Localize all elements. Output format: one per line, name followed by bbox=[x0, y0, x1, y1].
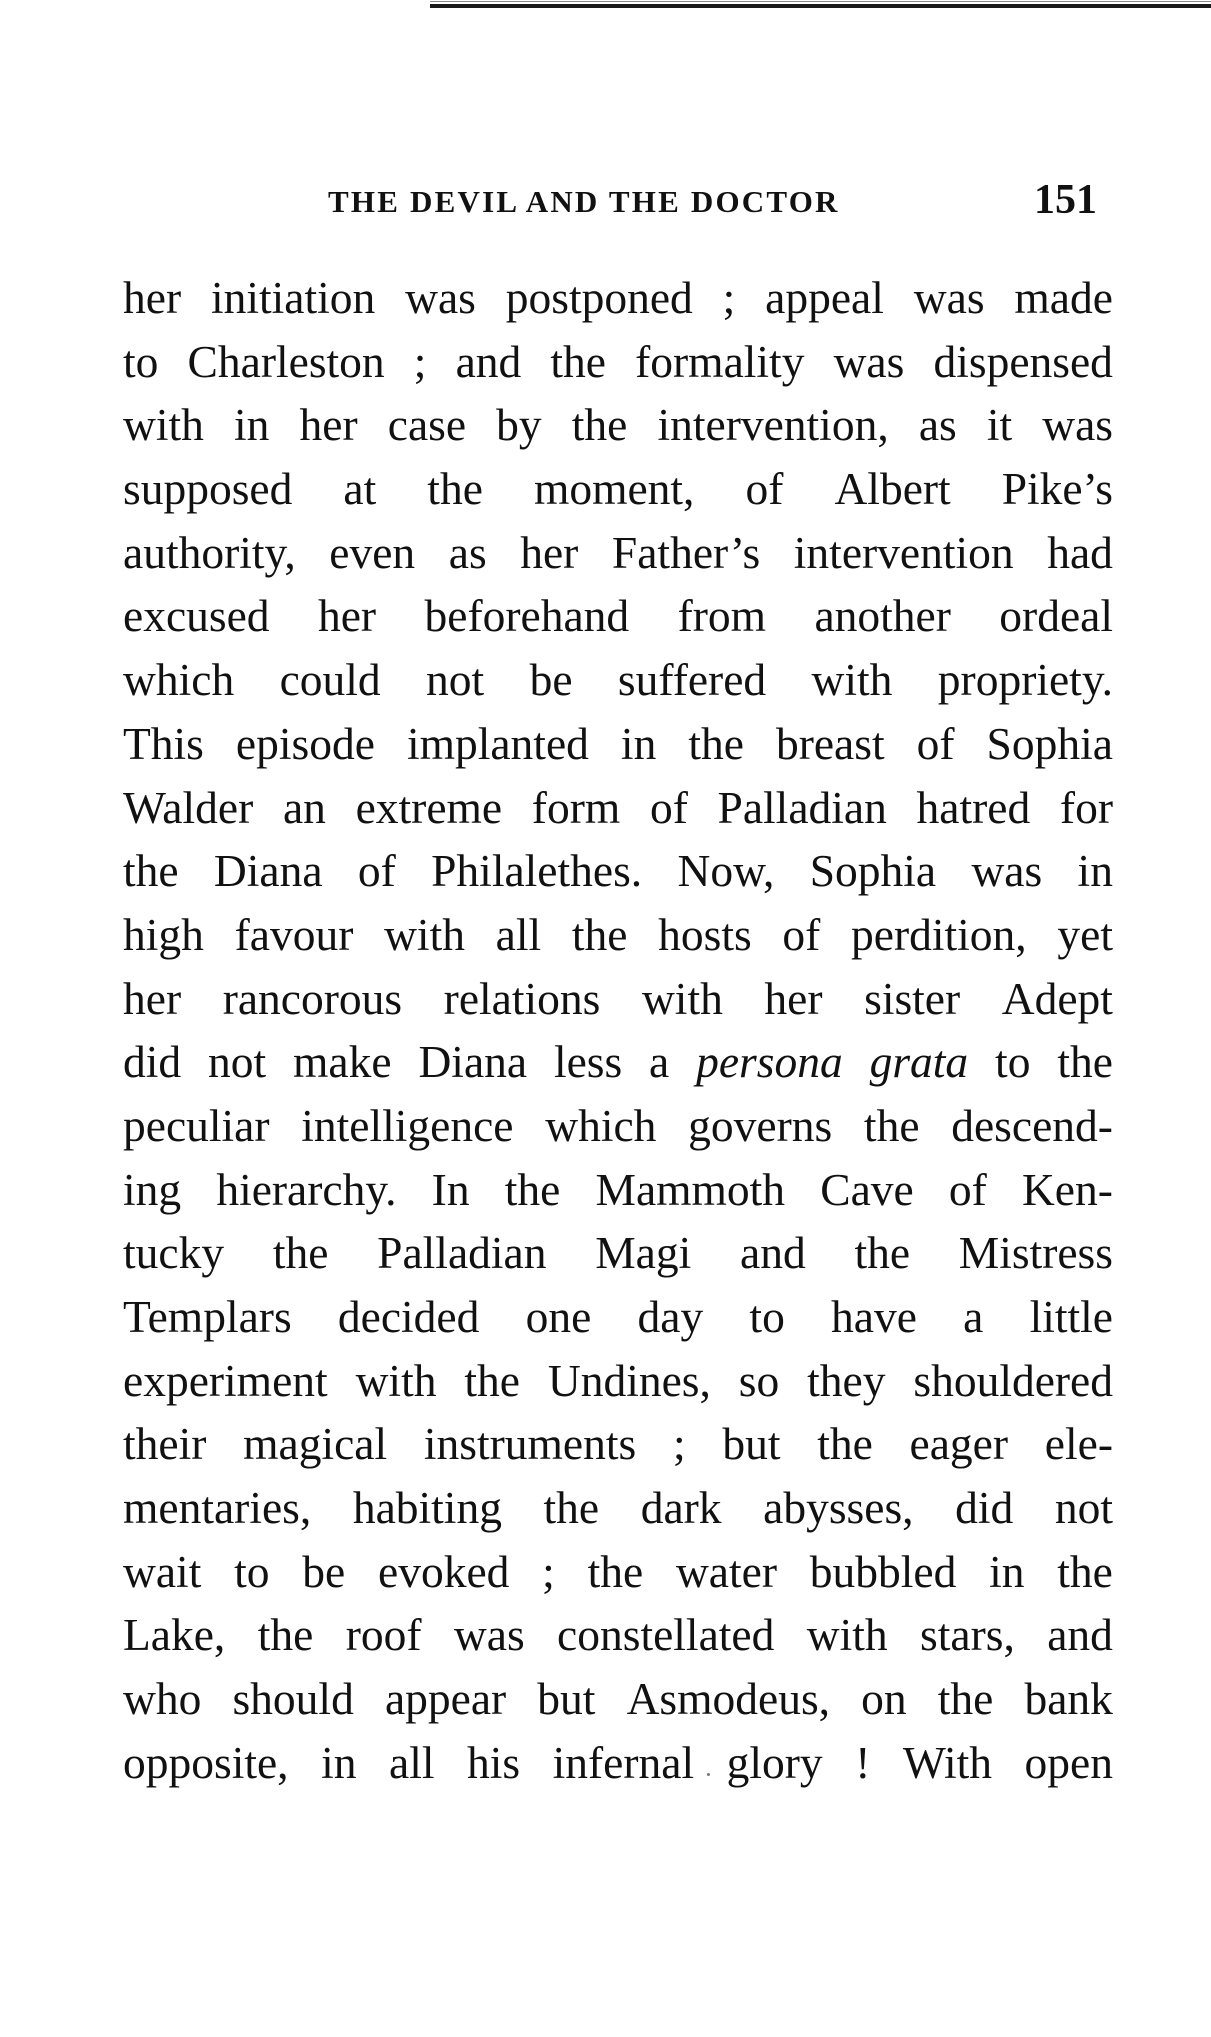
stray-print-mark bbox=[707, 1773, 710, 1776]
top-edge-rule bbox=[430, 4, 1211, 8]
top-edge-rule-thin bbox=[430, 1, 1211, 2]
text-line: experiment with the Undines, so they shouldered bbox=[123, 1354, 1113, 1406]
text-line: her rancorous relations with her sister Adept bbox=[123, 972, 1113, 1024]
text-line: to Charleston ; and the formality was dispensed bbox=[123, 335, 1113, 387]
text-line: authority, even as her Father’s intervention had bbox=[123, 526, 1113, 578]
text-line: Templars decided one day to have a little bbox=[123, 1291, 1113, 1342]
body-text bbox=[123, 266, 1113, 1795]
text-line: who should appear but Asmodeus, on the bank bbox=[123, 1673, 1113, 1725]
text-line: high favour with all the hosts of perdition, yet bbox=[123, 908, 1113, 960]
text-line: tucky the Palladian Magi and the Mistress bbox=[123, 1227, 1113, 1279]
text-line: Lake, the roof was constellated with stars, and bbox=[123, 1609, 1113, 1661]
text-line: peculiar intelligence which governs the descend- bbox=[123, 1099, 1113, 1151]
text-line: with in her case by the intervention, as it was bbox=[123, 399, 1113, 451]
text-line: the Diana of Philalethes. Now, Sophia was in bbox=[123, 845, 1113, 897]
text-line: opposite, in all his infernal glory ! With open bbox=[123, 1736, 1113, 1788]
text-line: excused her beforehand from another ordeal bbox=[123, 590, 1113, 642]
text-line: which could not be suffered with propriety. bbox=[123, 654, 1113, 706]
text-line: her initiation was postponed ; appeal was made bbox=[123, 272, 1113, 323]
text-line: This episode implanted in the breast of Sophia bbox=[123, 717, 1113, 769]
running-head bbox=[0, 176, 1211, 226]
text-line: supposed at the moment, of Albert Pike’s bbox=[123, 463, 1113, 515]
text-line: mentaries, habiting the dark abysses, did not bbox=[123, 1482, 1113, 1534]
running-title: THE DEVIL AND THE DOCTOR bbox=[328, 184, 840, 219]
text-line: ing hierarchy. In the Mammoth Cave of Ken- bbox=[123, 1163, 1113, 1215]
text-line: wait to be evoked ; the water bubbled in the bbox=[123, 1545, 1113, 1597]
text-line: their magical instruments ; but the eager ele- bbox=[123, 1418, 1113, 1470]
page-number: 151 bbox=[1034, 177, 1097, 223]
text-line: Walder an extreme form of Palladian hatred for bbox=[123, 781, 1113, 833]
text-line: did not make Diana less a persona grata to the bbox=[123, 1036, 1113, 1088]
